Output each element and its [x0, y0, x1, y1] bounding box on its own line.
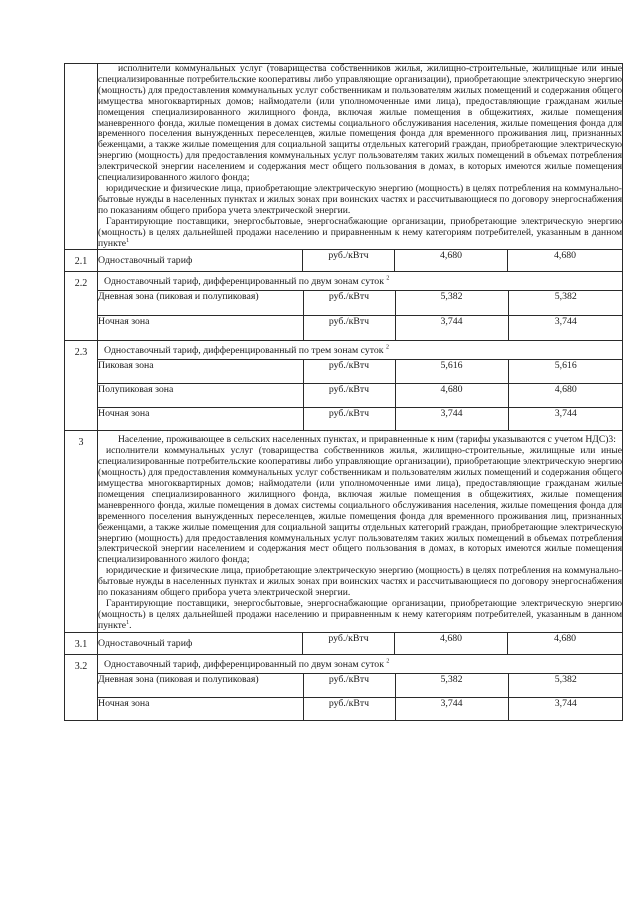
section-2-description-row	[65, 64, 623, 250]
footnote-mark: 1	[126, 619, 130, 626]
tariff-unit: руб./кВтч	[303, 291, 395, 316]
paragraph: юридические и физические лица, приобретающие электрическую энергию (мощность) в целях потребления на коммунально-бытовые нужды в населенных пунктах и жилых зонах при воинских частях и рассчитывающиеся по договору энергоснабжения по показаниям общего прибора учета электрической энергии.	[98, 565, 623, 599]
section-2-description	[98, 64, 623, 250]
tariff-unit: руб./кВтч	[303, 673, 395, 697]
table-row	[98, 291, 623, 316]
table-row	[65, 632, 623, 654]
tariff-unit: руб./кВтч	[303, 632, 395, 654]
tariff-value-first-half: 3,744	[395, 407, 508, 430]
paragraph: юридические и физические лица, приобретающие электрическую энергию (мощность) в целях потребления на коммунально-бытовые нужды в населенных пунктах и жилых зонах при воинских частях и рассчитывающиеся по договору энергоснабжения по показаниям общего прибора учета электрической энергии.	[98, 182, 623, 216]
group-2-2	[98, 272, 623, 341]
tariff-value-second-half: 5,382	[508, 673, 623, 697]
tariff-value-first-half: 3,744	[395, 697, 508, 720]
row-number: 2.2	[65, 272, 98, 341]
tariff-unit: руб./кВтч	[303, 383, 395, 407]
section-3-description-row	[65, 431, 623, 632]
tariff-unit: руб./кВтч	[303, 407, 395, 430]
paragraph: исполнители коммунальных услуг (товарищества собственников жилья, жилищно-строительные, жилищные или иные специализированные потребительские кооперативы либо управляющие организации), приобретающие электрическую энергию (мощность) для предоставления коммунальных услуг собственникам и пользователям жилых помещений и содержания общего имущества многоквартирных домов; наймодатели (или уполномоченные ими лица), предоставляющие гражданам жилые помещения специализированного жилищного фонда, включая жилые помещения в общежитиях, жилые помещения маневренного фонда, жилые помещения в домах системы социального обслуживания населения, жилые помещения фонда для временного поселения вынужденных переселенцев, жилые помещения фонда для временного проживания лиц, признанных беженцами, а также жилые помещения для социальной защиты отдельных категорий граждан, приобретающие электрическую энергию (мощность) для предоставления коммунальных услуг пользователям таких жилых помещений в объемах потребления электрической энергии населением и содержания мест общего пользования в домах, в которых имеются жилые помещения специализированного жилого фонда;	[98, 63, 623, 184]
row-number: 2.3	[65, 340, 98, 431]
group-row	[65, 272, 623, 341]
group-row	[65, 654, 623, 721]
group-rows	[98, 290, 623, 340]
tariff-name: Ночная зона	[98, 316, 303, 340]
tariff-name: Одноставочный тариф	[98, 250, 303, 272]
group-row	[65, 340, 623, 431]
tariff-value-second-half: 4,680	[508, 250, 623, 272]
group-rows	[98, 673, 623, 721]
table-row	[98, 673, 623, 697]
section-3-description	[98, 431, 623, 632]
tariff-name: Ночная зона	[98, 407, 303, 430]
tariff-name: Дневная зона (пиковая и полупиковая)	[98, 291, 303, 316]
group-title: Одноставочный тариф, дифференцированный по двум зонам суток $^2$	[104, 658, 390, 670]
paragraph: Гарантирующие поставщики, энергосбытовые, энергоснабжающие организации, приобретающие электрическую энергию (мощность) в целях дальнейшей продажи населению и приравненным к нему категориям потребителей, указанным в данном пункте$^1$	[98, 215, 623, 249]
tariff-value-second-half: 5,616	[508, 359, 623, 383]
tariff-value-first-half: 5,616	[395, 359, 508, 383]
tariff-name: Ночная зона	[98, 697, 303, 720]
group-3-2	[98, 654, 623, 721]
footnote-mark: 1	[126, 237, 130, 244]
group-rows	[98, 359, 623, 431]
footnote-mark: 2	[386, 344, 390, 351]
section-2-number-cell	[65, 64, 98, 250]
tariff-value-second-half: 3,744	[508, 407, 623, 430]
tariff-unit: руб./кВтч	[303, 250, 395, 272]
footnote-mark: 2	[386, 658, 390, 665]
tariff-value-second-half: 4,680	[508, 383, 623, 407]
tariff-value-first-half: 5,382	[395, 673, 508, 697]
tariff-name: Пиковая зона	[98, 359, 303, 383]
table-row	[65, 250, 623, 272]
footnote-mark: 2	[386, 276, 390, 283]
section-heading: Население, проживающее в сельских населенных пунктах, и приравненные к ним (тарифы указываются с учетом НДС)3:	[118, 434, 616, 446]
row-number: 3	[65, 431, 98, 632]
tariff-name: Дневная зона (пиковая и полупиковая)	[98, 673, 303, 697]
tariff-unit: руб./кВтч	[303, 359, 395, 383]
paragraph: Гарантирующие поставщики, энергосбытовые, энергоснабжающие организации, приобретающие электрическую энергию (мощность) в целях дальнейшей продажи населению и приравненным к нему категориям потребителей, указанным в данном пункте$^1$.	[98, 598, 623, 631]
table-row	[98, 316, 623, 340]
row-number: 3.1	[65, 632, 98, 654]
table-row	[98, 407, 623, 430]
tariff-value-first-half: 4,680	[395, 383, 508, 407]
tariff-table	[64, 63, 623, 721]
group-title: Одноставочный тариф, дифференцированный по трем зонам суток $^2$	[104, 344, 390, 356]
tariff-unit: руб./кВтч	[303, 316, 395, 340]
tariff-value-first-half: 4,680	[395, 632, 508, 654]
tariff-value-second-half: 3,744	[508, 697, 623, 720]
tariff-name: Одноставочный тариф	[98, 632, 303, 654]
row-number: 3.2	[65, 654, 98, 721]
tariff-unit: руб./кВтч	[303, 697, 395, 720]
tariff-value-second-half: 5,382	[508, 291, 623, 316]
row-number: 2.1	[65, 250, 98, 272]
table-row	[98, 383, 623, 407]
paragraph: исполнители коммунальных услуг (товарищества собственников жилья, жилищно-строительные, жилищные или иные специализированные потребительские кооперативы либо управляющие организации), приобретающие электрическую энергию (мощность) для предоставления коммунальных услуг собственникам и пользователям жилых помещений и содержания общего имущества многоквартирных домов; наймодатели (или уполномоченные ими лица), предоставляющие гражданам жилые помещения специализированного жилищного фонда, включая жилые помещения в общежитиях, жилые помещения маневренного фонда, жилые помещения в домах системы социального обслуживания населения, жилые помещения фонда для временного поселения вынужденных переселенцев, жилые помещения фонда для временного проживания лиц, признанных беженцами, а также жилые помещения для социальной защиты отдельных категорий граждан, приобретающие электрическую энергию (мощность) для предоставления коммунальных услуг пользователям таких жилых помещений в объемах потребления электрической энергии населением и содержания мест общего пользования в домах, в которых имеются жилые помещения специализированного жилого фонда;	[98, 445, 623, 566]
table-row	[98, 697, 623, 720]
tariff-name: Полупиковая зона	[98, 383, 303, 407]
table-row	[98, 359, 623, 383]
group-title: Одноставочный тариф, дифференцированный по двум зонам суток $^2$	[104, 276, 390, 288]
tariff-value-second-half: 4,680	[508, 632, 623, 654]
group-2-3	[98, 340, 623, 431]
tariff-value-second-half: 3,744	[508, 316, 623, 340]
tariff-value-first-half: 5,382	[395, 291, 508, 316]
tariff-value-first-half: 4,680	[395, 250, 508, 272]
tariff-value-first-half: 3,744	[395, 316, 508, 340]
